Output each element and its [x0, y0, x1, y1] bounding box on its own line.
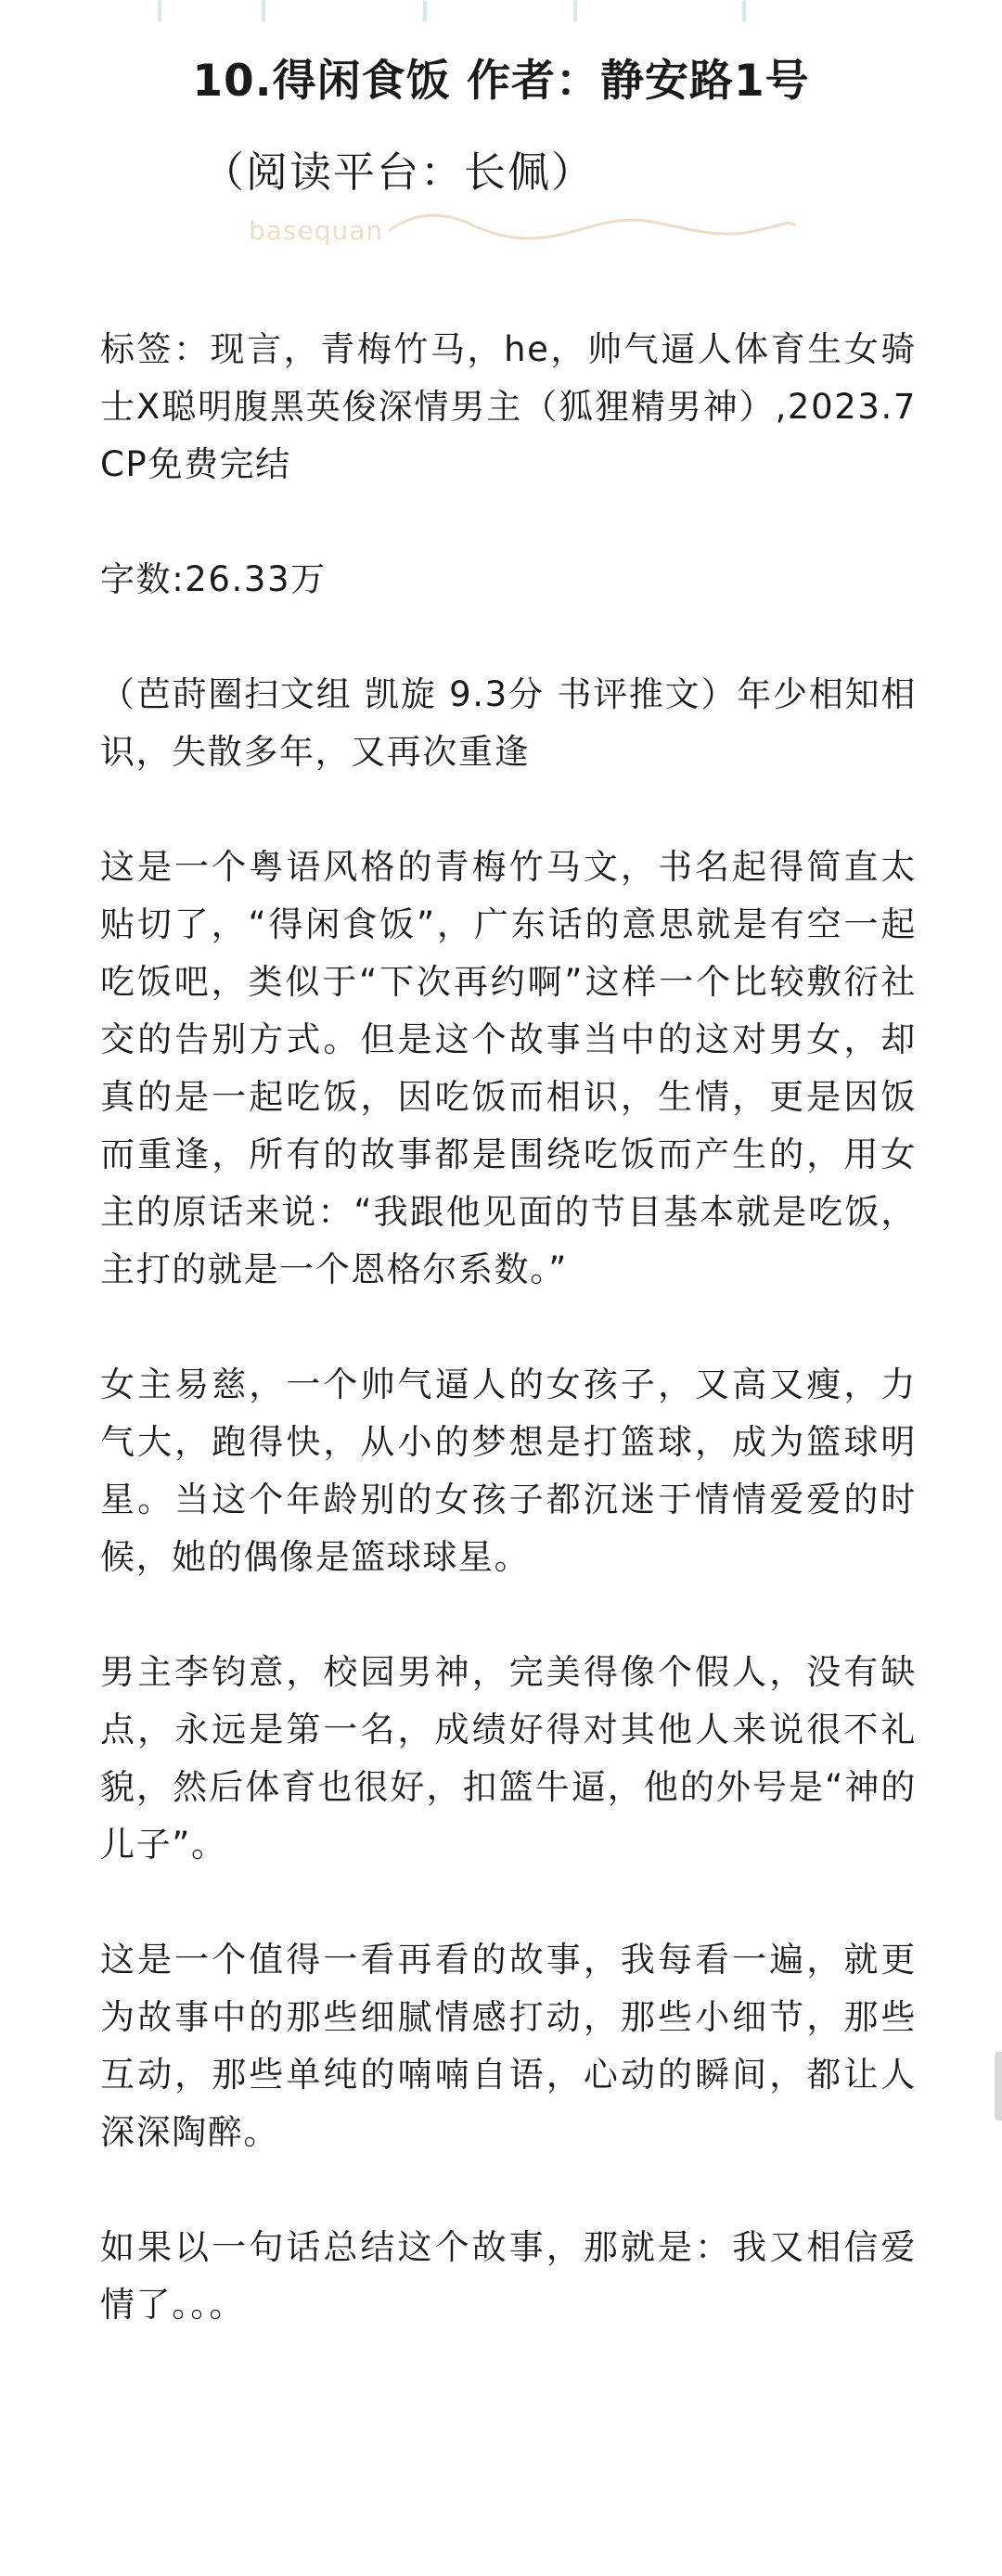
article-body — [100, 321, 917, 2391]
top-decoration — [0, 0, 1002, 28]
wave-divider — [249, 202, 805, 258]
paragraph-hero: 男主李钧意，校园男神，完美得像个假人，没有缺点，永远是第一名，成绩好得对其他人来说很不礼貌，然后体育也很好，扣篮牛逼，他的外号是“神的儿子”。 — [100, 1652, 917, 1865]
paragraph-heroine: 女主易慈，一个帅气逼人的女孩子，又高又瘦，力气大，跑得快，从小的梦想是打篮球，成为篮球明星。当这个年龄别的女孩子都沉迷于情情爱爱的时候，她的偶像是篮球球星。 — [100, 1365, 917, 1577]
paragraph-review: 这是一个值得一看再看的故事，我每看一遍，就更为故事中的那些细腻情感打动，那些小细节，那些互动，那些单纯的喃喃自语，心动的瞬间，都让人深深陶醉。 — [100, 1940, 917, 2152]
wave-line-icon — [388, 202, 796, 249]
scroll-indicator[interactable] — [995, 2052, 1002, 2121]
post-subtitle: （阅读平台：长佩） — [202, 147, 596, 197]
paragraph-intro: 这是一个粤语风格的青梅竹马文，书名起得简直太贴切了，“得闲食饭”，广东话的意思就是有空一起吃饭吧，类似于“下次再约啊”这样一个比较敷衍社交的告别方式。但是这个故事当中的这对男女，却真的是一起吃饭，因吃饭而相识，生情，更是因饭而重逢，所有的故事都是围绕吃饭而产生的，用女主的原话来说：“我跟他见面的节目基本就是吃饭，主打的就是一个恩格尔系数。” — [100, 847, 917, 1289]
paragraph-tags: 标签：现言，青梅竹马，he，帅气逼人体育生女骑士X聪明腹黑英俊深情男主（狐狸精男神）,2023.7CP免费完结 — [100, 329, 917, 484]
paragraph-word-count: 字数:26.33万 — [100, 559, 327, 599]
divider-watermark: basequan — [249, 215, 384, 246]
paragraph-rating: （芭莳圈扫文组 凯旋 9.3分 书评推文）年少相知相识，失散多年，又再次重逢 — [100, 674, 917, 772]
paragraph-summary: 如果以一句话总结这个故事，那就是：我又相信爱情了。。。 — [100, 2227, 917, 2325]
post-title: 10.得闲食饭 作者：静安路1号 — [192, 56, 810, 107]
